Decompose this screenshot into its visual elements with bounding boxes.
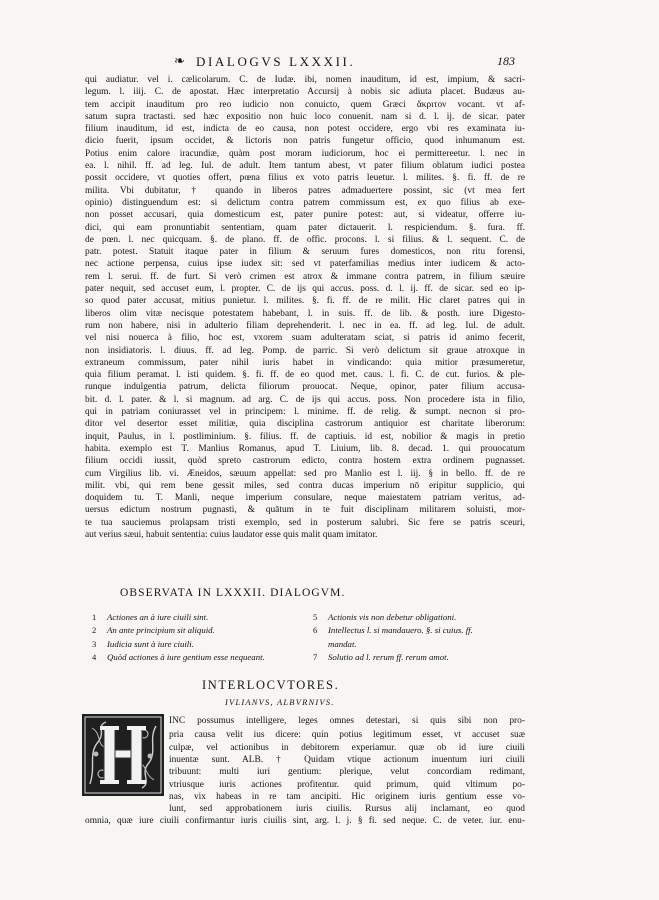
text-line: milit. vbi, qui rem bene gessit miles, sed contra ducas imperium nō eripitur supplicio, qui <box>85 480 525 491</box>
text-line: filium occidi iussit, quòd spreto castrorum edicto, contra hostem extra ordinem pugnasset. <box>85 456 525 467</box>
text-line: pria causa velit ius dicere: quin potius legitimum esset, vt accuset suæ <box>169 730 525 741</box>
observata-item-text: Iudicia sunt à iure ciuili. <box>107 638 194 649</box>
text-line: qui audiatur. vel i. cælicolarum. C. de Iudæ. ibi, nomen inauditum, id est, impium, & sacri- <box>85 75 525 85</box>
observata-item <box>92 624 306 637</box>
observata-item <box>313 611 528 624</box>
text-line: milita. Vbi dubitatur, † quando in liberos patres admaduertere possint, sic (vt mea fert <box>85 185 525 196</box>
text-line: inuentæ sunt. ALB. † Quidam vtique actionum inuentum iuri ciuili <box>169 754 525 765</box>
text-line: runque indulgentia patrum, delicta filiorum prouocat. Neque, opinor, pater filium accusa- <box>85 382 525 393</box>
text-line: satum supra tractasti. sed hæc expositio non huic loco conuenit. nam si d. l. ij. de sicar. pater <box>85 111 525 122</box>
observata-item-text: Actiones an à iure ciuili sint. <box>107 612 209 622</box>
observata-heading: OBSERVATA IN LXXXII. DIALOGVM. <box>120 587 346 599</box>
folio-number: 183 <box>497 54 515 68</box>
text-line: tribuunt: multi iuri gentium: plerique, velut concordiam redimant, <box>169 767 525 778</box>
observata-item-number: 3 <box>92 638 97 649</box>
text-line: opinio) distinguendum est: si delictum contra patrem commissum est, ex quo filius ab exe- <box>85 197 525 208</box>
decorated-initial-h-icon <box>82 714 164 796</box>
text-line: cum Virgilius lib. vi. Æneidos, sæuum appellat: sed pro Manlio est l. iij. § in bello. ff. de re <box>85 468 525 479</box>
text-line: uersus edictum nostrum pugnasti, & quātum in te fuit disciplinam militarem soluisti, mor- <box>85 505 525 516</box>
text-line: tem accipit inauditum pro reo iudicio non conuicto, quem Græci ἄκριτον vocant. vt af- <box>85 99 525 110</box>
observata-item <box>92 611 306 624</box>
text-line: qui in patriam coniurasset vel in principem: l. minime. ff. de relig. & sumpt. necnon si pro- <box>85 407 525 418</box>
observata-item-number: 7 <box>313 652 318 663</box>
text-line: pater nequit, sed accuset eum, l. propter. C. de ijs qui accus. poss. d. l. ij. ff. de sicar. sed eo ip- <box>85 284 525 295</box>
observata-item-text: An ante principium sit aliquid. <box>107 625 215 636</box>
text-line: patr. potest. Statuit itaque pater in filium & seruum fures domesticos, non ritu forensi, <box>85 247 525 258</box>
text-line: non posset accusari, quia domesticum est, pater punire potest: aut, si videatur, offerre iu- <box>85 210 525 221</box>
text-line: nas, vix habeas in re tam ancipiti. Hic originem iuris gentium esse vo- <box>169 791 525 802</box>
text-line: extraneum commissum, pater nihil iuris habet in vindicando: quia mitior præsumeretur, <box>85 357 525 368</box>
text-line: Potius enim calore iracundiæ, quàm post moram iudiciorum, hoc ei permittereetur. l. nec in <box>85 148 525 159</box>
observata-item-number: 2 <box>92 625 97 636</box>
text-line: ea. l. nihil. ff. ad leg. Iul. de adult. Item tantum abest, vt pater filium oblatum iudici postea <box>85 161 525 172</box>
text-line: bit. d. l. pater. & l. si magnum. ad arg. C. de ijs qui accus. poss. Non procedere ista in filio, <box>85 394 525 405</box>
text-line: rum non habere, nisi in adulterio filiam deprehenderit. l. nec in ea. ff. ad leg. Iul. de adult. <box>85 320 525 331</box>
observata-list-right <box>313 611 528 665</box>
text-line: filium inauditum, id est, indicta de eo causa, non potest occidere, ergo vbi res examinata iu- <box>85 124 525 135</box>
text-line: legum. l. iiij. C. de apostat. Hæc interpretatio Accursij à nobis sic adiuta placet. Budæus au- <box>85 87 525 98</box>
fleuron-icon: ❧ <box>174 53 185 68</box>
text-line: de pœn. l. nec quicquam. §. de plano. ff. de offic. procons. l. si filius. & l. sequent. C. de <box>85 234 525 245</box>
observata-item-number: 5 <box>313 612 318 622</box>
text-line: INC possumus intelligere, leges omnes detestari, si quis sibi non pro- <box>169 716 525 726</box>
observata-item-text: Intellectus l. si mandauero. §. si cuius. ff. <box>328 625 473 636</box>
running-header <box>0 54 659 70</box>
text-line: habita. exemplo est T. Manlius Romanus, apud T. Liuium, lib. 8. decad. 1. qui prouocatum <box>85 443 525 454</box>
interlocutores-heading: INTERLOCVTORES. <box>202 678 340 692</box>
text-line: dici, qui eam pronuntiabit sententiam, quam pater dictauerit. l. respiciendum. §. fura. ff. <box>85 222 525 233</box>
observata-item-text: Quòd actiones à iure gentium esse nequeant. <box>107 652 265 663</box>
text-line: dicio fuerit, ipsum occidet, & lictoris non patris fungetur officio, quod inhumanum est. <box>85 136 525 147</box>
text-line: quia filium peramat. l. isti quidem. §. fi. ff. de eo quod met. caus. l. fi. C. de cut. furios. & ple- <box>85 370 525 381</box>
text-line: non insidiatoris. l. diuus. ff. ad leg. Pomp. de parric. Si verò delictum sit graue atroxque in <box>85 345 525 356</box>
text-line: lunt, sed approbationem iuris ciuilis. Rursus alij inclamant, eo quod <box>169 804 525 815</box>
text-line: doquidem tu. T. Manli, neque imperium consulare, neque maiestatem patriam veritus, ad- <box>85 493 525 504</box>
running-title: DIALOGVS LXXXII. <box>196 54 356 69</box>
observata-item-text: Actionis vis non debetur obligationi. <box>328 612 457 622</box>
observata-item <box>92 638 306 651</box>
text-line: vtriusque iuris actiones profitentur. quid primum, quid vltimum po- <box>169 779 525 790</box>
observata-list-left <box>92 611 306 665</box>
text-line: aut verius sæui, habuit sententia: cuius laudator esse quis malit quam imitator. <box>85 529 378 540</box>
text-line: rem l. serui. ff. de furt. Si verò crimen est atrox & immane contra patrem, in filium sæuire <box>85 271 525 282</box>
observata-item-number: 4 <box>92 652 97 663</box>
observata-item <box>313 651 528 664</box>
speakers-line: IVLIANVS, ALBVRNIVS. <box>225 697 335 707</box>
observata-item <box>92 651 306 664</box>
text-line: vel nisi nouerca à filio, hoc est, vxorem suam adulteratam sciat, si patris id animo fecerit, <box>85 333 525 344</box>
text-line: so quod pater accusat, mitius punietur. l. milites. §. fi. ff. de re milit. Hic claret patres qui in <box>85 296 525 307</box>
observata-item-continuation: mandat. <box>328 638 357 649</box>
text-line: ditor vel desertor esset militiæ, quia disciplina castrorum antiquior est charitate liberorum: <box>85 419 525 430</box>
text-line: liberos olim vitæ necisque potestatem habebant, l. in suis. ff. de lib. & posth. iure Digesto- <box>85 308 525 319</box>
text-line: possit occidere, vt quoties offert, pœna filius ex voto patris leuetur. l. milites. §. fi. ff. de re <box>85 173 525 184</box>
observata-item-text: Solutio ad l. rerum ff. rerum amot. <box>328 652 449 663</box>
text-line: inquit, Paulus, in l. postliminium. §. filius. ff. de captiuis. id est, nobilior & magis in pretio <box>85 431 525 442</box>
dialog-text-block <box>85 74 525 541</box>
text-line: culpæ, vel actionibus in debitorem experiamur. quæ ob id iure ciuili <box>169 742 525 753</box>
observata-item <box>313 624 528 637</box>
observata-item-number: 1 <box>92 612 97 622</box>
text-line: nec actione perpensa, cuius ipse iudex sit: sed vt paterfamilias medius inter iudicem & acto- <box>85 259 525 270</box>
text-line: te tua sauciemus prolapsam tristi exemplo, sed in posterum salubri. Sic fere se patris sceuri, <box>85 517 525 528</box>
text-line: omnia, quæ iure ciuili confirmantur iuris ciuilis sint, arg. l. j. § fi. sed neque. C. de veter. iur. enu- <box>85 816 525 827</box>
observata-item-number: 6 <box>313 625 318 636</box>
